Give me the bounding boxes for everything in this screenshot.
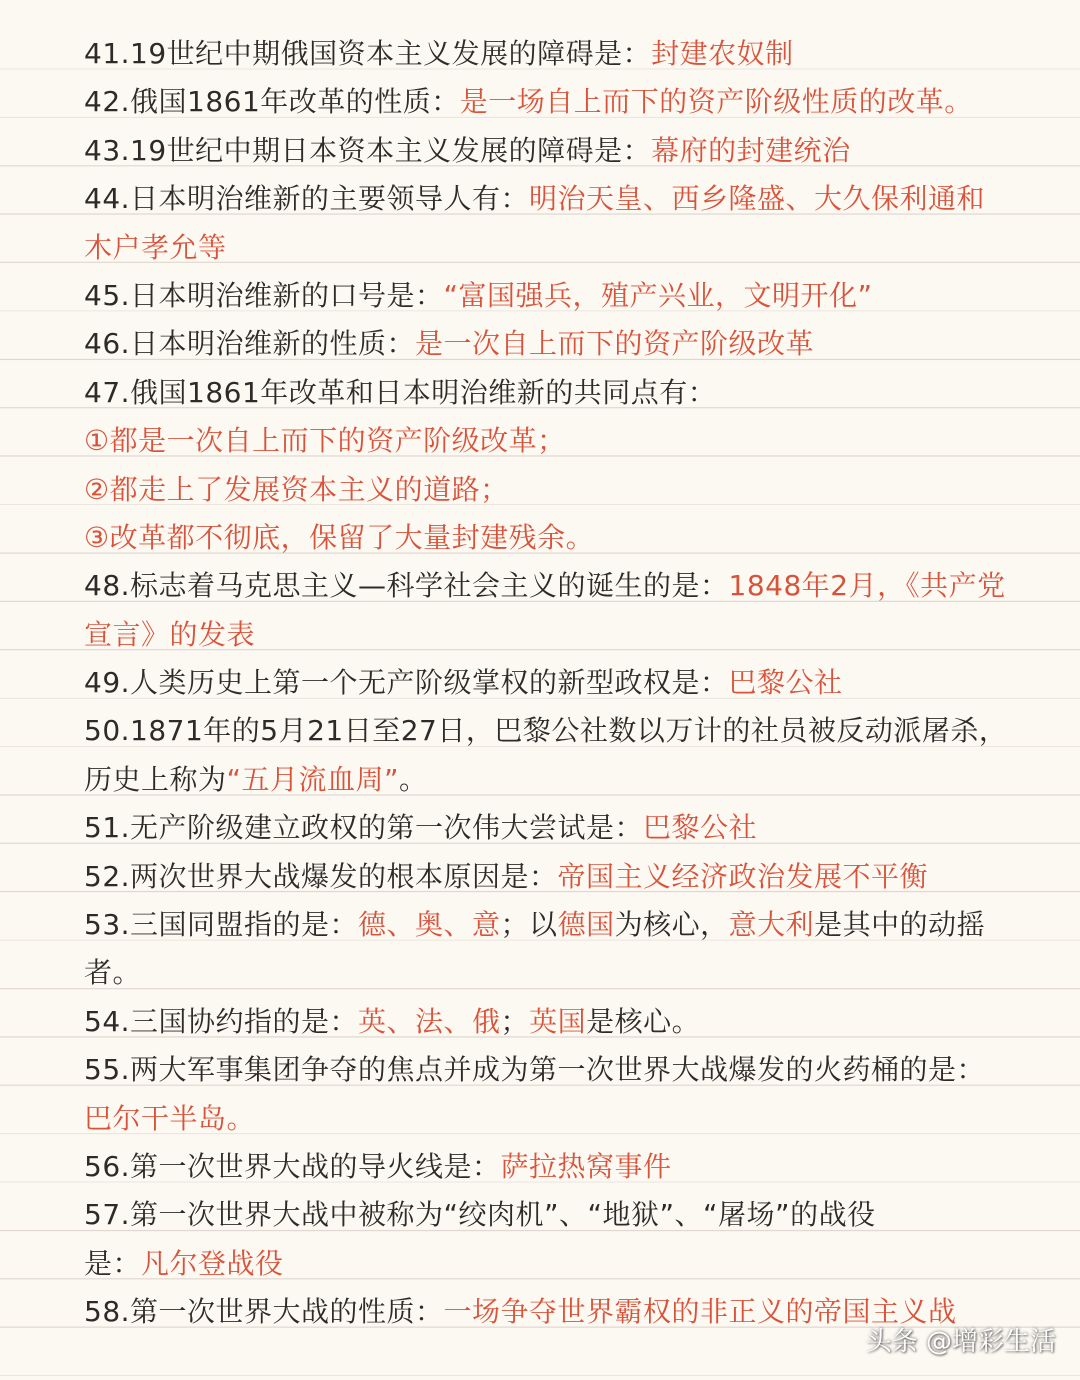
question-text: ； bbox=[500, 1004, 530, 1038]
answer-text: 木户孝允等 bbox=[84, 230, 227, 264]
question-text: 53.三国同盟指的是： bbox=[84, 908, 359, 942]
answer-text: 萨拉热窝事件 bbox=[500, 1149, 672, 1183]
answer-text: 一场争夺世界霸权的非正义的帝国主义战 bbox=[443, 1295, 957, 1329]
note-line bbox=[84, 804, 1004, 852]
note-line bbox=[84, 756, 1004, 804]
note-line bbox=[84, 320, 1004, 368]
note-line bbox=[84, 127, 1004, 175]
note-line bbox=[84, 659, 1004, 707]
note-line bbox=[84, 514, 1004, 562]
note-line bbox=[84, 998, 1004, 1046]
question-text: 52.两次世界大战爆发的根本原因是： bbox=[84, 859, 558, 893]
question-text: 42.俄国1861年改革的性质： bbox=[84, 85, 460, 119]
question-text: 48.标志着马克思主义—科学社会主义的诞生的是： bbox=[84, 569, 729, 603]
note-line bbox=[84, 1191, 1004, 1239]
question-text: 49.人类历史上第一个无产阶级掌权的新型政权是： bbox=[84, 666, 729, 700]
answer-text: ②都走上了发展资本主义的道路； bbox=[84, 472, 509, 506]
note-line bbox=[84, 1046, 1004, 1094]
question-text: 是核心。 bbox=[586, 1004, 701, 1038]
answer-text: ①都是一次自上而下的资产阶级改革； bbox=[84, 424, 566, 458]
question-text: 是其中的动摇 bbox=[814, 908, 986, 942]
note-line bbox=[84, 30, 1004, 78]
note-line bbox=[84, 369, 1004, 417]
note-line bbox=[84, 224, 1004, 272]
question-text: 者。 bbox=[84, 956, 142, 990]
note-line bbox=[84, 175, 1004, 223]
question-text: 46.日本明治维新的性质： bbox=[84, 327, 416, 361]
answer-text: 1848年2月，《共产党 bbox=[728, 569, 1006, 603]
answer-text: ③改革都不彻底，保留了大量封建残余。 bbox=[84, 520, 595, 554]
answer-text: 巴黎公社 bbox=[728, 666, 843, 700]
question-text: 45.日本明治维新的口号是： bbox=[84, 278, 444, 312]
answer-text: 是一场自上而下的资产阶级性质的改革。 bbox=[459, 85, 973, 119]
question-text: 51.无产阶级建立政权的第一次伟大尝试是： bbox=[84, 811, 644, 845]
answer-text: 意大利 bbox=[728, 908, 815, 942]
answer-text: 英国 bbox=[529, 1004, 587, 1038]
question-text: 为核心， bbox=[614, 908, 729, 942]
question-text: 56.第一次世界大战的导火线是： bbox=[84, 1149, 501, 1183]
question-text: 54.三国协约指的是： bbox=[84, 1004, 359, 1038]
answer-text: 巴尔干半岛。 bbox=[84, 1101, 256, 1135]
answer-text: 巴黎公社 bbox=[643, 811, 758, 845]
question-text: 41.19世纪中期俄国资本主义发展的障碍是： bbox=[84, 37, 652, 70]
note-line bbox=[84, 78, 1004, 126]
answer-text: “富国强兵，殖产兴业，文明开化” bbox=[443, 278, 873, 312]
note-line bbox=[84, 901, 1004, 949]
note-line bbox=[84, 1143, 1004, 1191]
note-line bbox=[84, 853, 1004, 901]
answer-text: 凡尔登战役 bbox=[141, 1246, 284, 1280]
notes-list bbox=[84, 30, 1008, 1337]
answer-text: “五月流血周” bbox=[226, 762, 400, 796]
answer-text: 德、奥、意 bbox=[358, 908, 501, 942]
question-text: ；以 bbox=[500, 908, 558, 942]
note-line bbox=[84, 562, 1004, 610]
question-text: 57.第一次世界大战中被称为“绞肉机”、“地狱”、“屠场”的战役 bbox=[84, 1198, 876, 1232]
note-line bbox=[84, 417, 1004, 465]
question-text: 历史上称为 bbox=[84, 762, 227, 796]
note-line bbox=[84, 611, 1004, 659]
note-line bbox=[84, 1095, 1004, 1143]
watermark: 头条 @增彩生活 bbox=[865, 1327, 1056, 1357]
note-line bbox=[84, 1240, 1004, 1288]
answer-text: 宣言》的发表 bbox=[84, 617, 256, 651]
question-text: 50.1871年的5月21日至27日，巴黎公社数以万计的社员被反动派屠杀， bbox=[84, 714, 1008, 748]
answer-text: 明治天皇、西乡隆盛、大久保利通和 bbox=[529, 182, 986, 216]
note-line bbox=[84, 949, 1004, 997]
answer-text: 英、法、俄 bbox=[358, 1004, 501, 1038]
answer-text: 是一次自上而下的资产阶级改革 bbox=[415, 327, 815, 361]
answer-text: 封建农奴制 bbox=[651, 37, 794, 70]
question-text: 47.俄国1861年改革和日本明治维新的共同点有： bbox=[84, 375, 717, 409]
answer-text: 帝国主义经济政治发展不平衡 bbox=[557, 859, 929, 893]
question-text: 是： bbox=[84, 1246, 142, 1280]
note-line bbox=[84, 707, 1008, 755]
note-line bbox=[84, 466, 1004, 514]
question-text: 55.两大军事集团争夺的焦点并成为第一次世界大战爆发的火药桶的是： bbox=[84, 1053, 986, 1087]
question-text: 43.19世纪中期日本资本主义发展的障碍是： bbox=[84, 133, 652, 167]
question-text: 44.日本明治维新的主要领导人有： bbox=[84, 182, 530, 216]
answer-text: 幕府的封建统治 bbox=[651, 133, 851, 167]
note-line bbox=[84, 272, 1004, 320]
question-text: 。 bbox=[399, 762, 428, 796]
question-text: 58.第一次世界大战的性质： bbox=[84, 1295, 444, 1329]
answer-text: 德国 bbox=[557, 908, 615, 942]
